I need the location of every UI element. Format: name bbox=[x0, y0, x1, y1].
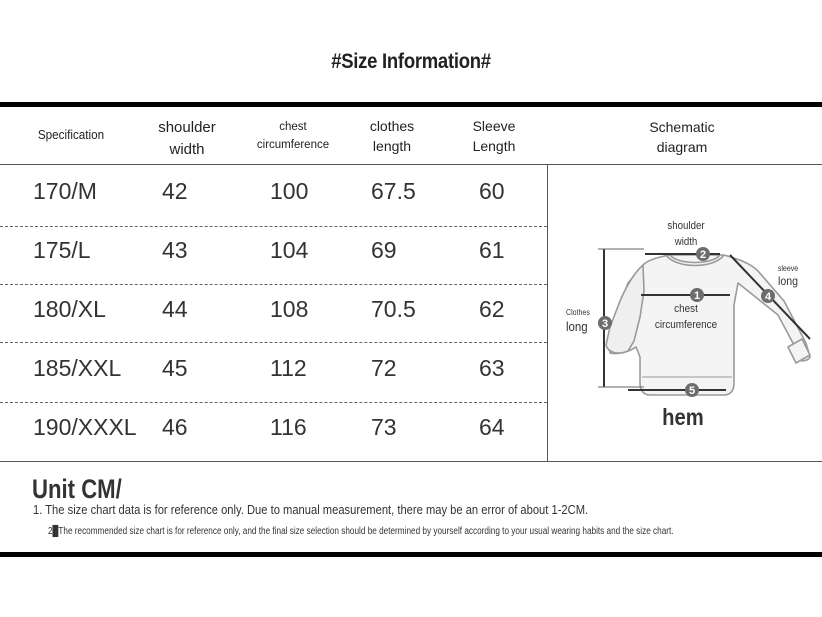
cell-length: 73 bbox=[371, 414, 397, 440]
diagram-shoulder-label bbox=[663, 219, 709, 251]
cell-spec: 175/L bbox=[33, 237, 91, 263]
cell-chest: 104 bbox=[270, 237, 309, 263]
header-chest-line1: chest bbox=[279, 121, 307, 133]
marker-label: 3 bbox=[601, 318, 609, 330]
cell-length: 70.5 bbox=[371, 296, 416, 322]
row-divider bbox=[0, 284, 547, 285]
header-shoulder-width bbox=[146, 117, 228, 161]
bottom-divider bbox=[0, 552, 822, 557]
cell-shoulder: 43 bbox=[162, 237, 188, 263]
cell-spec: 170/M bbox=[33, 178, 97, 204]
row-divider bbox=[0, 226, 547, 227]
header-specification-label: Specification bbox=[37, 127, 105, 142]
diagram-clothes-line2: long bbox=[566, 319, 588, 335]
note-line-2: 2█The recommended size chart is for reference only, and the final size selection should be determined by yourself according to your usual wearing habits and the size chart. bbox=[48, 526, 674, 537]
marker-chest-icon bbox=[690, 288, 704, 302]
header-specification bbox=[29, 126, 114, 145]
header-sleeve-line1: Sleeve bbox=[472, 118, 516, 134]
diagram-shoulder-line2: width bbox=[674, 235, 698, 248]
diagram-chest-label bbox=[650, 302, 722, 334]
page-title: #Size Information# bbox=[331, 50, 491, 73]
header-clothes-length bbox=[356, 116, 428, 157]
diagram-sleeve-label bbox=[772, 264, 804, 290]
header-schematic-diagram bbox=[636, 117, 728, 158]
cell-spec: 185/XXL bbox=[33, 355, 122, 381]
header-chest-line2: circumference bbox=[256, 138, 330, 151]
diagram-hem-label: hem bbox=[662, 404, 704, 430]
diagram-shoulder-line1: shoulder bbox=[667, 220, 705, 232]
cell-chest: 100 bbox=[270, 178, 309, 204]
marker-sleeve-icon bbox=[761, 289, 775, 303]
cell-sleeve: 63 bbox=[479, 355, 505, 381]
cell-shoulder: 45 bbox=[162, 355, 188, 381]
diagram-sleeve-line2: long bbox=[778, 274, 798, 289]
cell-chest: 108 bbox=[270, 296, 309, 322]
header-sleeve-length bbox=[458, 116, 530, 157]
header-clothes-line1: clothes bbox=[369, 118, 415, 134]
cell-sleeve: 64 bbox=[479, 414, 505, 440]
marker-label: 2 bbox=[699, 249, 707, 261]
cell-length: 67.5 bbox=[371, 178, 416, 204]
top-divider bbox=[0, 102, 822, 107]
header-shoulder-line2: width bbox=[169, 140, 205, 158]
marker-label: 4 bbox=[764, 291, 772, 303]
diagram-chest-line2: circumference bbox=[654, 318, 718, 331]
row-divider bbox=[0, 402, 547, 403]
diagram-clothes-label bbox=[566, 307, 602, 336]
cell-spec: 180/XL bbox=[33, 296, 106, 322]
cell-shoulder: 46 bbox=[162, 414, 188, 440]
cell-length: 72 bbox=[371, 355, 397, 381]
note-line-1: 1. The size chart data is for reference only. Due to manual measurement, there may be an error of about 1-2CM. bbox=[33, 502, 589, 517]
cell-spec: 190/XXXL bbox=[33, 414, 137, 440]
header-chest-circumference bbox=[248, 119, 338, 155]
header-clothes-line2: length bbox=[372, 138, 412, 155]
diagram-sleeve-line1: sleeve bbox=[777, 264, 799, 273]
header-schematic-line1: Schematic bbox=[649, 119, 715, 135]
table-bottom-divider bbox=[0, 461, 822, 462]
diagram-chest-line1: chest bbox=[674, 303, 698, 315]
cell-chest: 112 bbox=[270, 355, 307, 381]
cell-shoulder: 42 bbox=[162, 178, 188, 204]
marker-hem-icon bbox=[685, 383, 699, 397]
unit-label: Unit CM/ bbox=[32, 474, 122, 504]
marker-label: 1 bbox=[693, 290, 701, 302]
header-schematic-line2: diagram bbox=[656, 139, 708, 156]
cell-sleeve: 61 bbox=[479, 237, 505, 263]
row-divider bbox=[0, 342, 547, 343]
cell-sleeve: 60 bbox=[479, 178, 505, 204]
cell-chest: 116 bbox=[270, 414, 307, 440]
cell-sleeve: 62 bbox=[479, 296, 505, 322]
header-sleeve-line2: Length bbox=[472, 138, 516, 155]
marker-label: 5 bbox=[688, 385, 696, 397]
cell-shoulder: 44 bbox=[162, 296, 188, 322]
cell-length: 69 bbox=[371, 237, 397, 263]
header-shoulder-line1: shoulder bbox=[158, 119, 216, 136]
diagram-clothes-line1: Clothes bbox=[566, 308, 590, 317]
